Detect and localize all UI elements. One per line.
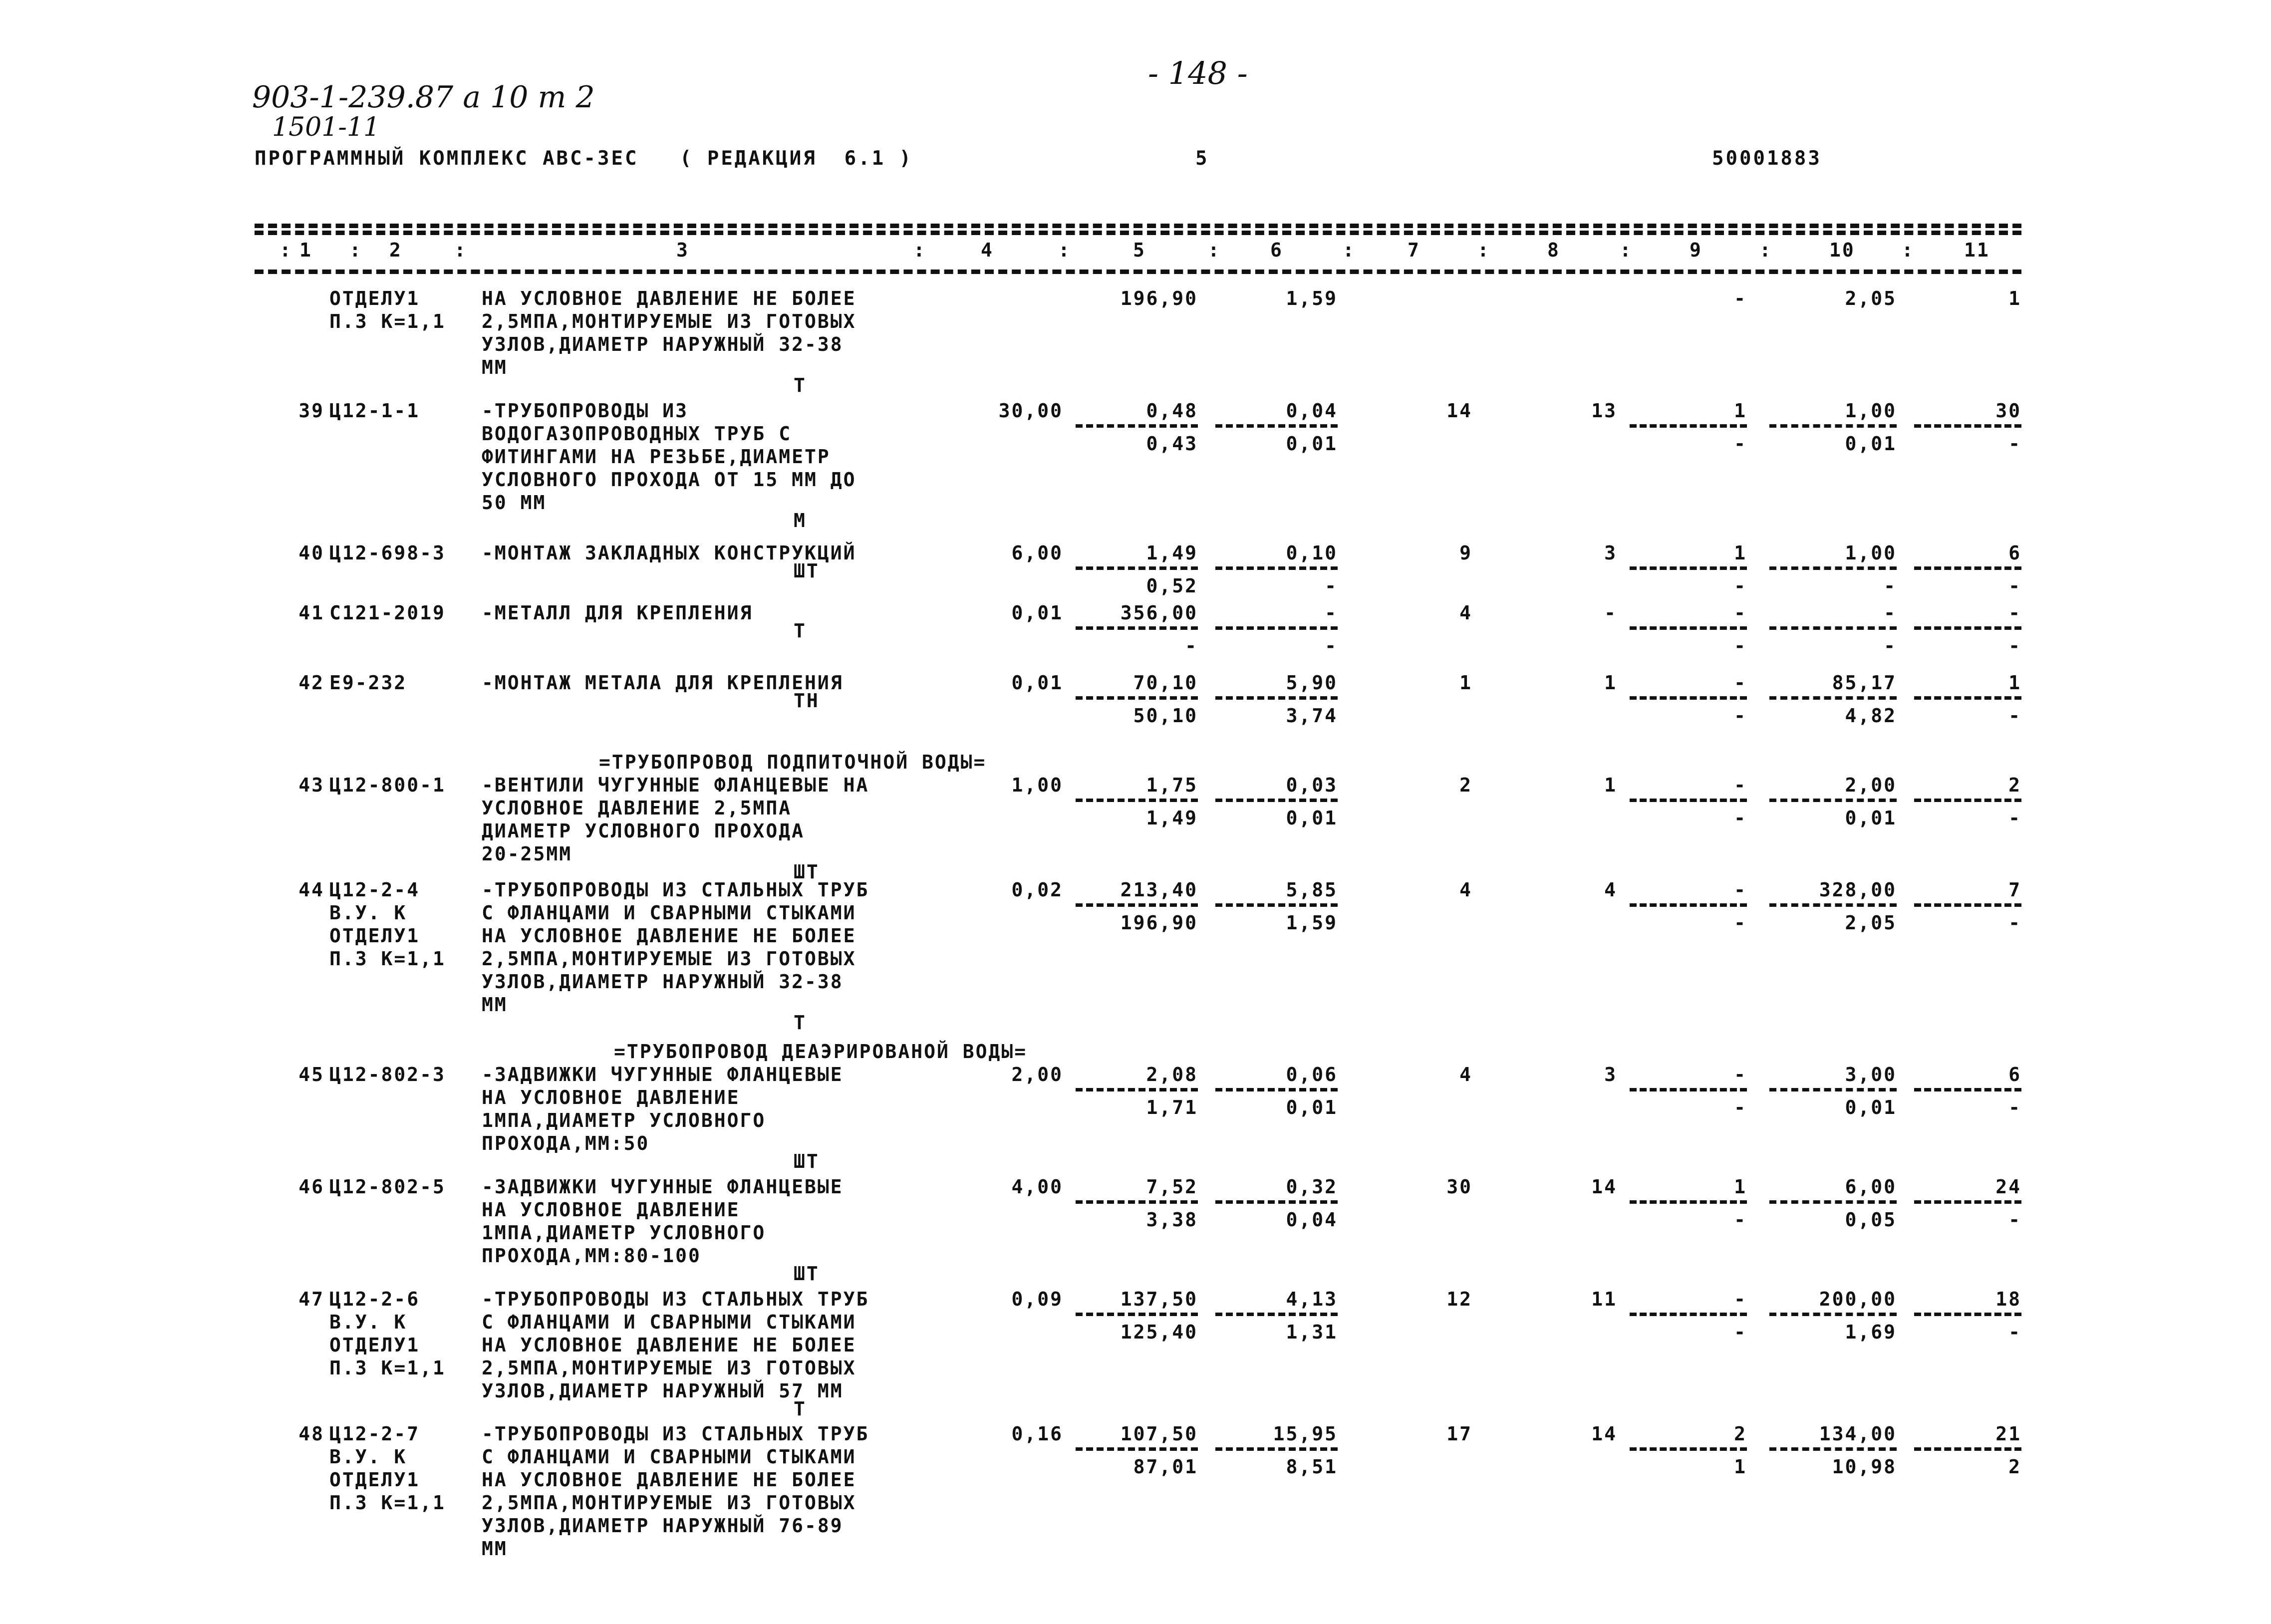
unit-label: ШТ xyxy=(794,1150,820,1172)
cell-c4: 30,00 xyxy=(998,400,1063,422)
cell-c6: 0,10 xyxy=(1286,542,1338,564)
cell-c8: 14 xyxy=(1591,1176,1617,1198)
cell-desc: -МОНТАЖ ЗАКЛАДНЫХ КОНСТРУКЦИЙ xyxy=(482,542,856,564)
cell-separator-c11 xyxy=(1914,1313,2021,1316)
cell-code: С121-2019 xyxy=(329,602,446,624)
cell-c6: 1,59 xyxy=(1286,912,1338,934)
cell-code: Ц12-2-4 xyxy=(329,879,420,901)
cell-num: 39 xyxy=(298,400,324,422)
cell-c10: 0,05 xyxy=(1845,1209,1897,1231)
cell-c10: 2,05 xyxy=(1845,287,1897,309)
cell-c5: 2,08 xyxy=(1146,1064,1198,1085)
cell-num: 43 xyxy=(298,774,324,796)
cell-c9: - xyxy=(1734,602,1747,624)
cell-c11: - xyxy=(2008,635,2021,657)
cell-c11: - xyxy=(2008,1096,2021,1118)
cell-separator-c10 xyxy=(1769,424,1897,428)
cell-separator-c5 xyxy=(1076,1313,1198,1316)
cell-c11: 2 xyxy=(2008,774,2021,796)
cell-desc: ММ xyxy=(482,994,508,1016)
cell-desc: -ЗАДВИЖКИ ЧУГУННЫЕ ФЛАНЦЕВЫЕ xyxy=(482,1064,844,1085)
cell-desc: УЗЛОВ,ДИАМЕТР НАРУЖНЫЙ 32-38 xyxy=(482,333,844,355)
cell-c6: 0,32 xyxy=(1286,1176,1338,1198)
cell-separator-c6 xyxy=(1215,566,1338,570)
cell-c10: 0,01 xyxy=(1845,433,1897,455)
cell-c11: 30 xyxy=(1995,400,2021,422)
cell-separator-c10 xyxy=(1769,1088,1897,1091)
cell-c6: 1,59 xyxy=(1286,287,1338,309)
cell-separator-c11 xyxy=(1914,1200,2021,1204)
cell-c5: 1,49 xyxy=(1146,807,1198,829)
cell-c11: - xyxy=(2008,433,2021,455)
cell-c10: 10,98 xyxy=(1832,1456,1897,1478)
cell-desc: 2,5МПА,МОНТИРУЕМЫЕ ИЗ ГОТОВЫХ xyxy=(482,1492,856,1514)
cell-code: П.3 К=1,1 xyxy=(329,310,446,332)
cell-separator-c11 xyxy=(1914,626,2021,630)
cell-c5: 87,01 xyxy=(1133,1456,1198,1478)
cell-c4: 0,09 xyxy=(1011,1288,1063,1310)
cell-desc: ВОДОГАЗОПРОВОДНЫХ ТРУБ С xyxy=(482,423,792,445)
cell-c11: - xyxy=(2008,705,2021,727)
cell-desc: ФИТИНГАМИ НА РЕЗЬБЕ,ДИАМЕТР xyxy=(482,446,831,468)
cell-c6: 0,04 xyxy=(1286,400,1338,422)
cell-c11: - xyxy=(2008,1321,2021,1343)
cell-c11: 24 xyxy=(1995,1176,2021,1198)
cell-c5: 1,71 xyxy=(1146,1096,1198,1118)
column-separator: : xyxy=(1477,239,1490,261)
cell-separator-c9 xyxy=(1630,566,1747,570)
cell-c10: 2,00 xyxy=(1845,774,1897,796)
cell-desc: -ВЕНТИЛИ ЧУГУННЫЕ ФЛАНЦЕВЫЕ НА xyxy=(482,774,869,796)
column-header: 11 xyxy=(1964,239,1990,261)
cell-desc: НА УСЛОВНОЕ ДАВЛЕНИЕ НЕ БОЛЕЕ xyxy=(482,1334,856,1356)
cell-c10: 0,01 xyxy=(1845,807,1897,829)
cell-c10: 2,05 xyxy=(1845,912,1897,934)
cell-c5: 1,49 xyxy=(1146,542,1198,564)
cell-separator-c9 xyxy=(1630,1088,1747,1091)
cell-separator-c11 xyxy=(1914,566,2021,570)
cell-c10: - xyxy=(1884,575,1897,597)
cell-c9: - xyxy=(1734,1209,1747,1231)
cell-c5: 0,43 xyxy=(1146,433,1198,455)
cell-separator-c10 xyxy=(1769,696,1897,700)
cell-c10: 1,69 xyxy=(1845,1321,1897,1343)
cell-c6: 0,03 xyxy=(1286,774,1338,796)
cell-c9: 1 xyxy=(1734,1456,1747,1478)
cell-separator-c11 xyxy=(1914,1447,2021,1451)
cell-c4: 0,16 xyxy=(1011,1423,1063,1445)
cell-separator-c9 xyxy=(1630,799,1747,802)
cell-separator-c10 xyxy=(1769,1313,1897,1316)
cell-c7: 2 xyxy=(1459,774,1472,796)
cell-separator-c6 xyxy=(1215,903,1338,907)
cell-c4: 1,00 xyxy=(1011,774,1063,796)
unit-label: ШТ xyxy=(794,560,820,582)
cell-separator-c11 xyxy=(1914,696,2021,700)
cell-code: П.3 К=1,1 xyxy=(329,1357,446,1379)
cell-c11: 6 xyxy=(2008,1064,2021,1085)
cell-c5: 50,10 xyxy=(1133,705,1198,727)
unit-label: ШТ xyxy=(794,1263,820,1285)
cell-code: ОТДЕЛУ1 xyxy=(329,287,420,309)
cell-desc: 2,5МПА,МОНТИРУЕМЫЕ ИЗ ГОТОВЫХ xyxy=(482,948,856,970)
cell-code: В.У. К xyxy=(329,1311,407,1333)
cell-c11: - xyxy=(2008,575,2021,597)
cell-code: П.3 К=1,1 xyxy=(329,1492,446,1514)
cell-c8: 3 xyxy=(1604,542,1617,564)
cell-separator-c11 xyxy=(1914,799,2021,802)
cell-desc: НА УСЛОВНОЕ ДАВЛЕНИЕ xyxy=(482,1086,740,1108)
cell-desc: -ТРУБОПРОВОДЫ ИЗ xyxy=(482,400,689,422)
cell-desc: НА УСЛОВНОЕ ДАВЛЕНИЕ НЕ БОЛЕЕ xyxy=(482,925,856,947)
cell-separator-c5 xyxy=(1076,799,1198,802)
cell-separator-c5 xyxy=(1076,903,1198,907)
cell-c5: 196,90 xyxy=(1120,287,1198,309)
cell-c7: 4 xyxy=(1459,1064,1472,1085)
cell-desc: 1МПА,ДИАМЕТР УСЛОВНОГО xyxy=(482,1222,766,1244)
unit-label: Т xyxy=(794,620,807,642)
cell-c5: 137,50 xyxy=(1120,1288,1198,1310)
cell-separator-c5 xyxy=(1076,424,1198,428)
cell-c11: - xyxy=(2008,912,2021,934)
cell-c4: 0,01 xyxy=(1011,672,1063,694)
cell-separator-c10 xyxy=(1769,903,1897,907)
cell-desc: НА УСЛОВНОЕ ДАВЛЕНИЕ НЕ БОЛЕЕ xyxy=(482,287,856,309)
cell-separator-c11 xyxy=(1914,903,2021,907)
cell-c5: 125,40 xyxy=(1120,1321,1198,1343)
cell-desc: ДИАМЕТР УСЛОВНОГО ПРОХОДА xyxy=(482,820,805,842)
cell-desc: -ТРУБОПРОВОДЫ ИЗ СТАЛЬНЫХ ТРУБ xyxy=(482,879,869,901)
cell-desc: НА УСЛОВНОЕ ДАВЛЕНИЕ НЕ БОЛЕЕ xyxy=(482,1469,856,1491)
unit-label: Т xyxy=(794,1398,807,1420)
cell-separator-c6 xyxy=(1215,1447,1338,1451)
cell-c9: - xyxy=(1734,1064,1747,1085)
cell-desc: ММ xyxy=(482,1538,508,1560)
cell-c5: 7,52 xyxy=(1146,1176,1198,1198)
cell-separator-c9 xyxy=(1630,626,1747,630)
cell-num: 41 xyxy=(298,602,324,624)
cell-num: 45 xyxy=(298,1064,324,1085)
cell-c6: 8,51 xyxy=(1286,1456,1338,1478)
cell-c7: 4 xyxy=(1459,602,1472,624)
section-heading: =ТРУБОПРОВОД ДЕАЭРИРОВАНОЙ ВОДЫ= xyxy=(614,1041,1028,1063)
cell-c10: 0,01 xyxy=(1845,1096,1897,1118)
cell-c9: - xyxy=(1734,287,1747,309)
cell-num: 46 xyxy=(298,1176,324,1198)
unit-label: ТН xyxy=(794,690,820,712)
cell-c6: 5,90 xyxy=(1286,672,1338,694)
cell-desc: -ЗАДВИЖКИ ЧУГУННЫЕ ФЛАНЦЕВЫЕ xyxy=(482,1176,844,1198)
cell-code: Ц12-802-5 xyxy=(329,1176,446,1198)
cell-c8: 1 xyxy=(1604,672,1617,694)
cell-separator-c10 xyxy=(1769,566,1897,570)
cell-c10: 1,00 xyxy=(1845,542,1897,564)
cell-c11: 6 xyxy=(2008,542,2021,564)
cell-c9: - xyxy=(1734,635,1747,657)
cell-desc: УСЛОВНОГО ПРОХОДА ОТ 15 ММ ДО xyxy=(482,469,856,491)
cell-desc: С ФЛАНЦАМИ И СВАРНЫМИ СТЫКАМИ xyxy=(482,1446,856,1468)
cell-c9: - xyxy=(1734,705,1747,727)
cell-c8: 3 xyxy=(1604,1064,1617,1085)
cell-desc: НА УСЛОВНОЕ ДАВЛЕНИЕ xyxy=(482,1199,740,1221)
unit-label: М xyxy=(794,510,807,532)
cell-c4: 2,00 xyxy=(1011,1064,1063,1085)
cell-separator-c5 xyxy=(1076,1088,1198,1091)
cell-c11: 1 xyxy=(2008,287,2021,309)
cell-c9: - xyxy=(1734,879,1747,901)
unit-label: ШТ xyxy=(794,861,820,883)
cell-code: Ц12-2-6 xyxy=(329,1288,420,1310)
cell-c11: - xyxy=(2008,602,2021,624)
cell-c6: 0,06 xyxy=(1286,1064,1338,1085)
cell-desc: -ТРУБОПРОВОДЫ ИЗ СТАЛЬНЫХ ТРУБ xyxy=(482,1288,869,1310)
cell-separator-c9 xyxy=(1630,424,1747,428)
cell-c6: - xyxy=(1325,575,1338,597)
cell-c5: 356,00 xyxy=(1120,602,1198,624)
cell-c6: 3,74 xyxy=(1286,705,1338,727)
cell-separator-c5 xyxy=(1076,1200,1198,1204)
cell-separator-c6 xyxy=(1215,626,1338,630)
cell-c11: - xyxy=(2008,807,2021,829)
cell-num: 44 xyxy=(298,879,324,901)
sheet-number: 5 xyxy=(1195,147,1209,170)
cell-c11: 18 xyxy=(1995,1288,2021,1310)
cell-c10: 4,82 xyxy=(1845,705,1897,727)
cell-c8: 13 xyxy=(1591,400,1617,422)
cell-c6: 15,95 xyxy=(1273,1423,1338,1445)
column-separator: : xyxy=(1620,239,1633,261)
cell-separator-c10 xyxy=(1769,626,1897,630)
cell-desc: 2,5МПА,МОНТИРУЕМЫЕ ИЗ ГОТОВЫХ xyxy=(482,1357,856,1379)
cell-c10: 6,00 xyxy=(1845,1176,1897,1198)
cell-num: 48 xyxy=(298,1423,324,1445)
cell-code: П.3 К=1,1 xyxy=(329,948,446,970)
cell-code: В.У. К xyxy=(329,902,407,924)
page-number: - 148 - xyxy=(1148,55,1248,91)
cell-desc: УЗЛОВ,ДИАМЕТР НАРУЖНЫЙ 57 ММ xyxy=(482,1380,844,1402)
column-header: 1 xyxy=(299,239,312,261)
cell-code: Ц12-802-3 xyxy=(329,1064,446,1085)
cell-c5: 0,52 xyxy=(1146,575,1198,597)
cell-c6: 4,13 xyxy=(1286,1288,1338,1310)
cell-num: 40 xyxy=(298,542,324,564)
cell-desc: ПРОХОДА,ММ:50 xyxy=(482,1132,650,1154)
cell-separator-c10 xyxy=(1769,1447,1897,1451)
column-separator: : xyxy=(454,239,467,261)
cell-c5: 70,10 xyxy=(1133,672,1198,694)
column-header: 2 xyxy=(389,239,402,261)
unit-label: Т xyxy=(794,374,807,396)
cell-c9: - xyxy=(1734,672,1747,694)
unit-label: Т xyxy=(794,1012,807,1034)
column-separator: : xyxy=(1902,239,1915,261)
section-heading: =ТРУБОПРОВОД ПОДПИТОЧНОЙ ВОДЫ= xyxy=(599,751,987,773)
cell-c10: 3,00 xyxy=(1845,1064,1897,1085)
cell-code: Ц12-1-1 xyxy=(329,400,420,422)
cell-c6: - xyxy=(1325,602,1338,624)
cell-separator-c6 xyxy=(1215,1313,1338,1316)
cell-c5: 0,48 xyxy=(1146,400,1198,422)
cell-c9: - xyxy=(1734,1321,1747,1343)
column-separator: : xyxy=(1058,239,1071,261)
cell-c9: - xyxy=(1734,575,1747,597)
cell-separator-c5 xyxy=(1076,696,1198,700)
cell-separator-c9 xyxy=(1630,1447,1747,1451)
cell-c6: 0,04 xyxy=(1286,1209,1338,1231)
cell-c9: - xyxy=(1734,807,1747,829)
cell-desc: -МЕТАЛЛ ДЛЯ КРЕПЛЕНИЯ xyxy=(482,602,753,624)
cell-c10: 328,00 xyxy=(1819,879,1897,901)
column-header: 7 xyxy=(1408,239,1420,261)
cell-desc: УЗЛОВ,ДИАМЕТР НАРУЖНЫЙ 76-89 xyxy=(482,1515,844,1537)
cell-c4: 0,01 xyxy=(1011,602,1063,624)
document-title: ПРОГРАММНЫЙ КОМПЛЕКС АВС-3ЕС ( РЕДАКЦИЯ 6.1 ) xyxy=(255,147,913,170)
cell-desc: 2,5МПА,МОНТИРУЕМЫЕ ИЗ ГОТОВЫХ xyxy=(482,310,856,332)
cell-code: ОТДЕЛУ1 xyxy=(329,1469,420,1491)
column-header: 10 xyxy=(1829,239,1855,261)
cell-c5: 213,40 xyxy=(1120,879,1198,901)
cell-separator-c6 xyxy=(1215,696,1338,700)
cell-c11: 7 xyxy=(2008,879,2021,901)
cell-separator-c11 xyxy=(1914,424,2021,428)
column-header: 9 xyxy=(1690,239,1703,261)
cell-c8: 1 xyxy=(1604,774,1617,796)
column-separator: : xyxy=(1759,239,1772,261)
cell-c9: - xyxy=(1734,433,1747,455)
cell-c8: 4 xyxy=(1604,879,1617,901)
cell-c10: - xyxy=(1884,602,1897,624)
cell-separator-c6 xyxy=(1215,1088,1338,1091)
cell-c11: 2 xyxy=(2008,1456,2021,1478)
cell-c8: 14 xyxy=(1591,1423,1617,1445)
cell-num: 42 xyxy=(298,672,324,694)
cell-code: ОТДЕЛУ1 xyxy=(329,925,420,947)
column-separator: : xyxy=(349,239,362,261)
document-code: 50001883 xyxy=(1712,147,1822,170)
cell-separator-c9 xyxy=(1630,1200,1747,1204)
cell-c6: 0,01 xyxy=(1286,807,1338,829)
cell-num: 47 xyxy=(298,1288,324,1310)
column-separator: : xyxy=(1343,239,1356,261)
cell-c7: 1 xyxy=(1459,672,1472,694)
cell-c5: 196,90 xyxy=(1120,912,1198,934)
column-header: 8 xyxy=(1547,239,1560,261)
cell-code: В.У. К xyxy=(329,1446,407,1468)
cell-c9: 1 xyxy=(1734,400,1747,422)
cell-c11: - xyxy=(2008,1209,2021,1231)
cell-c9: - xyxy=(1734,1288,1747,1310)
cell-c9: 1 xyxy=(1734,542,1747,564)
cell-c4: 6,00 xyxy=(1011,542,1063,564)
cell-c9: - xyxy=(1734,1096,1747,1118)
cell-separator-c9 xyxy=(1630,696,1747,700)
cell-separator-c11 xyxy=(1914,1088,2021,1091)
cell-c7: 12 xyxy=(1446,1288,1472,1310)
column-header: 5 xyxy=(1133,239,1146,261)
cell-c5: 3,38 xyxy=(1146,1209,1198,1231)
cell-code: Ц12-2-7 xyxy=(329,1423,420,1445)
cell-c10: 1,00 xyxy=(1845,400,1897,422)
cell-c9: 1 xyxy=(1734,1176,1747,1198)
cell-c5: 1,75 xyxy=(1146,774,1198,796)
cell-desc: УСЛОВНОЕ ДАВЛЕНИЕ 2,5МПА xyxy=(482,797,792,819)
cell-separator-c5 xyxy=(1076,566,1198,570)
cell-c7: 30 xyxy=(1446,1176,1472,1198)
cell-c10: 85,17 xyxy=(1832,672,1897,694)
cell-code: ОТДЕЛУ1 xyxy=(329,1334,420,1356)
cell-desc: УЗЛОВ,ДИАМЕТР НАРУЖНЫЙ 32-38 xyxy=(482,971,844,993)
cell-c11: 1 xyxy=(2008,672,2021,694)
cell-c10: - xyxy=(1884,635,1897,657)
cell-desc: 1МПА,ДИАМЕТР УСЛОВНОГО xyxy=(482,1109,766,1131)
cell-c6: - xyxy=(1325,635,1338,657)
cell-separator-c6 xyxy=(1215,799,1338,802)
cell-c7: 17 xyxy=(1446,1423,1472,1445)
cell-c5: 107,50 xyxy=(1120,1423,1198,1445)
cell-separator-c10 xyxy=(1769,799,1897,802)
column-header: 4 xyxy=(981,239,994,261)
cell-c7: 9 xyxy=(1459,542,1472,564)
cell-c4: 4,00 xyxy=(1011,1176,1063,1198)
cell-code: Ц12-800-1 xyxy=(329,774,446,796)
column-header: 3 xyxy=(676,239,689,261)
cell-code: Е9-232 xyxy=(329,672,407,694)
cell-c7: 14 xyxy=(1446,400,1472,422)
cell-desc: -МОНТАЖ МЕТАЛА ДЛЯ КРЕПЛЕНИЯ xyxy=(482,672,844,694)
column-separator: : xyxy=(1208,239,1221,261)
cell-c9: - xyxy=(1734,774,1747,796)
cell-desc: 50 ММ xyxy=(482,492,547,514)
column-separator: : xyxy=(280,239,292,261)
cell-c10: 200,00 xyxy=(1819,1288,1897,1310)
cell-separator-c9 xyxy=(1630,1313,1747,1316)
cell-desc: -ТРУБОПРОВОДЫ ИЗ СТАЛЬНЫХ ТРУБ xyxy=(482,1423,869,1445)
cell-desc: С ФЛАНЦАМИ И СВАРНЫМИ СТЫКАМИ xyxy=(482,1311,856,1333)
cell-separator-c6 xyxy=(1215,424,1338,428)
cell-c4: 0,02 xyxy=(1011,879,1063,901)
cell-desc: ПРОХОДА,ММ:80-100 xyxy=(482,1245,701,1267)
cell-c11: 21 xyxy=(1995,1423,2021,1445)
cell-desc: С ФЛАНЦАМИ И СВАРНЫМИ СТЫКАМИ xyxy=(482,902,856,924)
cell-separator-c5 xyxy=(1076,1447,1198,1451)
cell-code: Ц12-698-3 xyxy=(329,542,446,564)
cell-c6: 0,01 xyxy=(1286,1096,1338,1118)
handwritten-sub: 1501-11 xyxy=(272,112,380,142)
cell-desc: ММ xyxy=(482,356,508,378)
cell-c6: 5,85 xyxy=(1286,879,1338,901)
cell-c8: 11 xyxy=(1591,1288,1617,1310)
cell-c10: 134,00 xyxy=(1819,1423,1897,1445)
cell-separator-c9 xyxy=(1630,903,1747,907)
cell-c6: 0,01 xyxy=(1286,433,1338,455)
cell-c5: - xyxy=(1185,635,1198,657)
cell-separator-c6 xyxy=(1215,1200,1338,1204)
handwritten-code: 903-1-239.87 а 10 т 2 xyxy=(252,80,595,115)
cell-c9: - xyxy=(1734,912,1747,934)
cell-separator-c10 xyxy=(1769,1200,1897,1204)
cell-c7: 4 xyxy=(1459,879,1472,901)
cell-c9: 2 xyxy=(1734,1423,1747,1445)
cell-desc: 20-25ММ xyxy=(482,843,572,865)
column-header: 6 xyxy=(1270,239,1283,261)
column-separator: : xyxy=(913,239,926,261)
cell-separator-c5 xyxy=(1076,626,1198,630)
cell-c8: - xyxy=(1604,602,1617,624)
cell-c6: 1,31 xyxy=(1286,1321,1338,1343)
